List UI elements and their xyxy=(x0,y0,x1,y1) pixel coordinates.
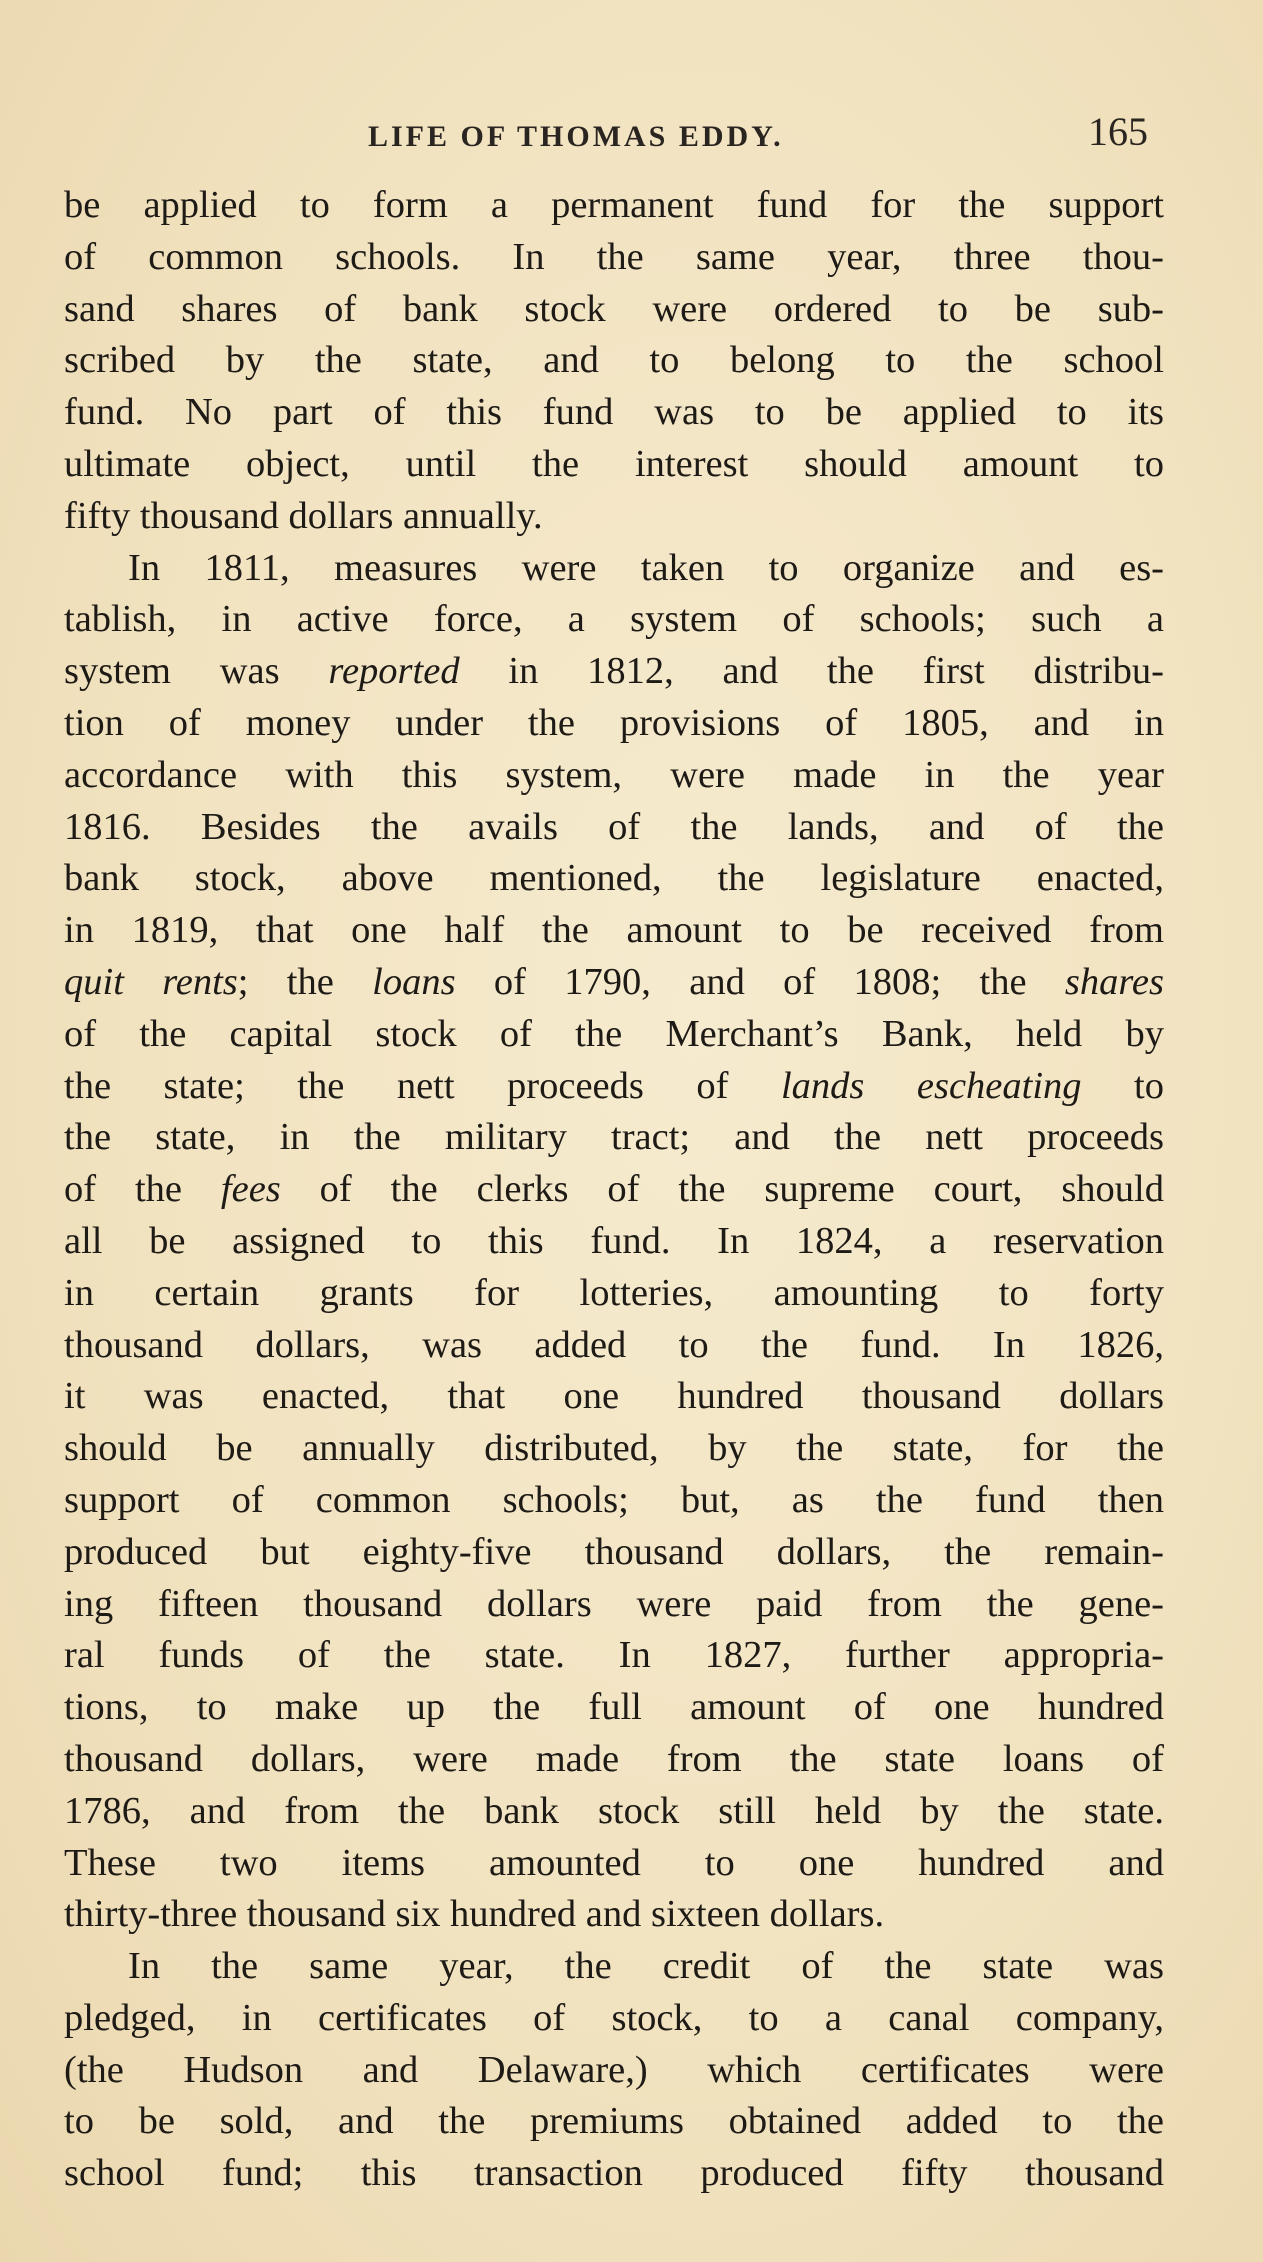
text-line xyxy=(64,1527,1164,1579)
text-line xyxy=(64,1216,1164,1268)
text-line xyxy=(64,1682,1164,1734)
text-segment: of the clerks of the supreme court, should xyxy=(280,1168,1164,1211)
text-line xyxy=(64,905,1164,957)
text-segment: thousand dollars, was added to the fund. In 1826, xyxy=(64,1323,1164,1366)
text-segment: sand shares of bank stock were ordered to be sub- xyxy=(64,287,1164,330)
text-segment: In the same year, the credit of the state was xyxy=(128,1945,1164,1988)
text-line xyxy=(64,750,1164,802)
text-segment: of common schools. In the same year, three thou- xyxy=(64,235,1164,278)
text-segment: In 1811, measures were taken to organize and es- xyxy=(128,546,1164,589)
text-segment: in certain grants for lotteries, amounting to forty xyxy=(64,1271,1164,1314)
text-segment: produced but eighty-five thousand dollars, the remain- xyxy=(64,1530,1164,1573)
text-segment: to be sold, and the premiums obtained added to the xyxy=(64,2100,1164,2143)
text-line xyxy=(64,180,1164,232)
text-line xyxy=(64,1009,1164,1061)
text-line xyxy=(64,1889,1164,1941)
text-line xyxy=(64,1941,1164,1993)
italic-phrase: quit rents xyxy=(64,960,238,1003)
text-segment: (the Hudson and Delaware,) which certificates were xyxy=(64,2048,1164,2091)
text-segment: system was xyxy=(64,650,329,693)
text-segment: of the xyxy=(64,1168,221,1211)
text-segment: fund. No part of this fund was to be applied to its xyxy=(64,391,1164,434)
text-segment: pledged, in certificates of stock, to a canal company, xyxy=(64,1996,1164,2039)
text-segment: 1786, and from the bank stock still held by the state. xyxy=(64,1789,1164,1832)
text-segment: These two items amounted to one hundred and xyxy=(64,1841,1164,1884)
text-segment: ing fifteen thousand dollars were paid from the gene- xyxy=(64,1582,1164,1625)
text-line xyxy=(64,1475,1164,1527)
text-line xyxy=(64,594,1164,646)
text-segment: tions, to make up the full amount of one hundred xyxy=(64,1686,1164,1729)
text-segment: support of common schools; but, as the fund then xyxy=(64,1478,1164,1521)
text-line xyxy=(64,2096,1164,2148)
text-segment: should be annually distributed, by the state, for the xyxy=(64,1427,1164,1470)
text-segment: ultimate object, until the interest should amount to xyxy=(64,442,1164,485)
text-line xyxy=(64,2148,1164,2200)
text-segment: thirty-three thousand six hundred and sixteen dollars. xyxy=(64,1893,885,1936)
text-line xyxy=(64,1630,1164,1682)
text-line xyxy=(64,1838,1164,1890)
text-line xyxy=(64,853,1164,905)
text-segment: ral funds of the state. In 1827, further appropria- xyxy=(64,1634,1164,1677)
text-segment: to xyxy=(1081,1064,1164,1107)
italic-phrase: loans xyxy=(372,960,456,1003)
text-segment: of the capital stock of the Merchant’s Bank, held by xyxy=(64,1012,1164,1055)
text-line xyxy=(64,2045,1164,2097)
text-line xyxy=(64,698,1164,750)
text-line xyxy=(64,491,1164,543)
text-line xyxy=(64,232,1164,284)
text-segment: tablish, in active force, a system of schools; such a xyxy=(64,598,1164,641)
text-segment: 1816. Besides the avails of the lands, and of the xyxy=(64,805,1164,848)
text-line xyxy=(64,284,1164,336)
text-segment: school fund; this transaction produced fifty thousand xyxy=(64,2152,1164,2195)
text-line xyxy=(64,1268,1164,1320)
text-segment: fifty thousand dollars annually. xyxy=(64,494,543,537)
text-line xyxy=(64,957,1164,1009)
text-line xyxy=(64,1579,1164,1631)
italic-phrase: lands escheating xyxy=(780,1064,1082,1107)
text-line xyxy=(64,1423,1164,1475)
text-segment: the state, in the military tract; and the nett proceeds xyxy=(64,1116,1164,1159)
running-head xyxy=(368,108,1148,168)
body-text xyxy=(64,180,1164,2200)
text-segment: of 1790, and of 1808; the xyxy=(455,960,1065,1003)
text-segment: in 1819, that one half the amount to be received from xyxy=(64,909,1164,952)
text-line xyxy=(64,335,1164,387)
text-segment: all be assigned to this fund. In 1824, a reservation xyxy=(64,1219,1164,1262)
text-line xyxy=(64,1786,1164,1838)
text-segment: ; the xyxy=(237,960,373,1003)
text-line xyxy=(64,1112,1164,1164)
text-segment: be applied to form a permanent fund for the support xyxy=(64,184,1164,226)
text-line xyxy=(64,1371,1164,1423)
italic-phrase: shares xyxy=(1064,960,1164,1003)
text-line xyxy=(64,646,1164,698)
text-line xyxy=(64,1061,1164,1113)
text-segment: accordance with this system, were made in the year xyxy=(64,753,1164,796)
text-segment: the state; the nett proceeds of xyxy=(64,1064,781,1107)
page-number: 165 xyxy=(1088,109,1148,154)
text-segment: tion of money under the provisions of 1805, and in xyxy=(64,701,1164,744)
italic-phrase: reported xyxy=(328,650,460,693)
text-line xyxy=(64,802,1164,854)
text-segment: in 1812, and the first distribu- xyxy=(459,650,1164,693)
text-line xyxy=(64,1734,1164,1786)
text-line xyxy=(64,543,1164,595)
text-line xyxy=(64,1320,1164,1372)
italic-phrase: fees xyxy=(220,1168,281,1211)
text-line xyxy=(64,1993,1164,2045)
running-title: LIFE OF THOMAS EDDY. xyxy=(368,120,784,153)
text-segment: thousand dollars, were made from the state loans of xyxy=(64,1737,1164,1780)
text-line xyxy=(64,387,1164,439)
text-segment: it was enacted, that one hundred thousand dollars xyxy=(64,1375,1164,1418)
text-segment: scribed by the state, and to belong to the school xyxy=(64,339,1164,382)
text-line xyxy=(64,439,1164,491)
text-segment: bank stock, above mentioned, the legislature enacted, xyxy=(64,857,1164,900)
text-line xyxy=(64,1164,1164,1216)
